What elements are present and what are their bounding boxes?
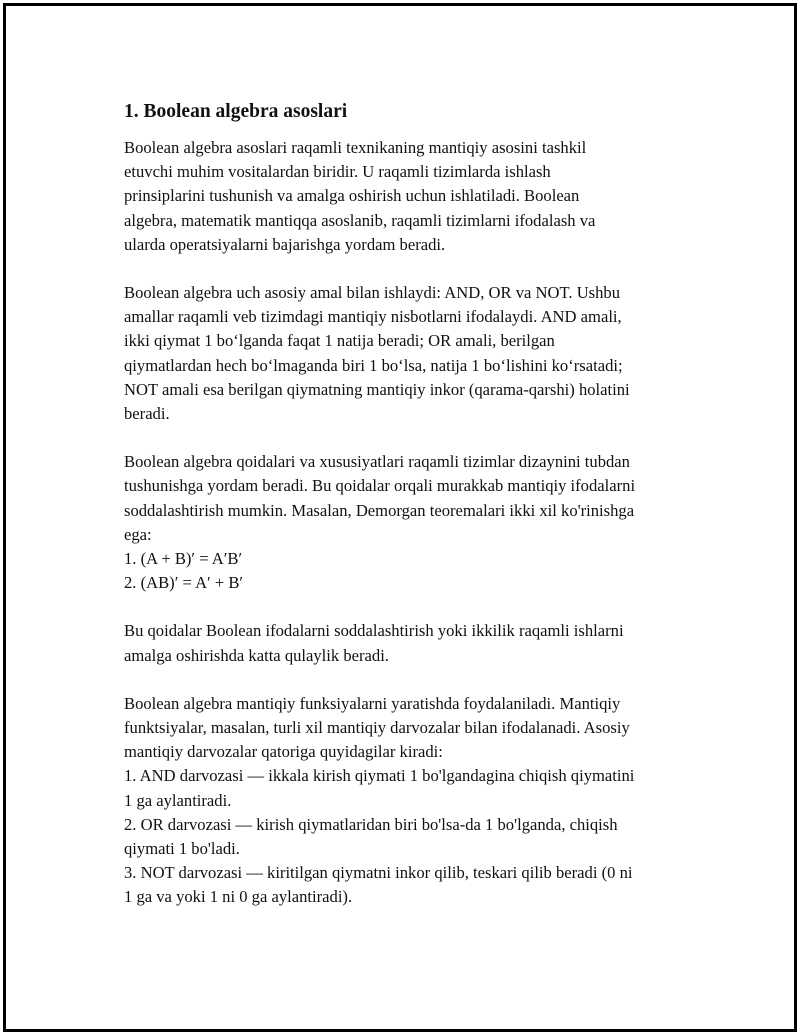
document-body [124,100,704,934]
list-item-line: 3. NOT darvozasi — kiritilgan qiymatni inkor qilib, teskari qilib beradi (0 ni [124,863,633,883]
text-line: Boolean algebra mantiqiy funksiyalarni yaratishda foydalaniladi. Mantiqiy [124,693,621,713]
text-line: ega: [124,524,152,544]
text-line: beradi. [124,404,170,424]
page-frame [3,3,797,1032]
text-line: NOT amali esa berilgan qiymatning mantiqiy inkor (qarama-qarshi) holatini [124,379,630,399]
text-line: prinsiplarini tushunish va amalga oshirish uchun ishlatiladi. Boolean [124,186,580,206]
list-item-line: 1 ga aylantiradi. [124,790,232,810]
paragraph-simplification [124,619,704,667]
list-item-line: qiymati 1 bo'ladi. [124,839,240,859]
paragraph-intro [124,136,704,257]
text-line: amalga oshirishda katta qulaylik beradi. [124,645,389,665]
formula-line: 2. (AB)′ = A′ + B′ [124,573,244,593]
text-line: mantiqiy darvozalar qatoriga quyidagilar kiradi: [124,742,443,762]
text-line: ularda operatsiyalarni bajarishga yordam beradi. [124,234,446,254]
text-line: funktsiyalar, masalan, turli xil mantiqiy darvozalar bilan ifodalanadi. Asosiy [124,718,630,738]
paragraph-gates [124,692,704,910]
text-line: Boolean algebra qoidalari va xususiyatlari raqamli tizimlar dizaynini tubdan [124,452,630,472]
text-line: ikki qiymat 1 bo‘lganda faqat 1 natija beradi; OR amali, berilgan [124,331,555,351]
text-line: algebra, matematik mantiqqa asoslanib, raqamli tizimlarni ifodalash va [124,210,596,230]
list-item-line: 1 ga va yoki 1 ni 0 ga aylantiradi). [124,887,353,907]
list-item-line: 2. OR darvozasi — kirish qiymatlaridan biri bo'lsa-da 1 bo'lganda, chiqish [124,814,618,834]
text-line: Boolean algebra asoslari raqamli texnikaning mantiqiy asosini tashkil [124,138,587,157]
text-line: qiymatlardan hech bo‘lmaganda biri 1 bo‘lsa, natija 1 bo‘lishini ko‘rsatadi; [124,355,623,375]
text-line: Boolean algebra uch asosiy amal bilan ishlaydi: AND, OR va NOT. Ushbu [124,283,621,303]
paragraph-operations [124,281,704,426]
text-line: soddalashtirish mumkin. Masalan, Demorgan teoremalari ikki xil ko'rinishga [124,500,635,520]
formula-line: 1. (A + B)′ = A′B′ [124,549,243,569]
paragraph-rules [124,450,704,595]
text-line: tushunishga yordam beradi. Bu qoidalar orqali murakkab mantiqiy ifodalarni [124,476,636,496]
list-item-line: 1. AND darvozasi — ikkala kirish qiymati 1 bo'lgandagina chiqish qiymatini [124,766,635,786]
text-line: amallar raqamli veb tizimdagi mantiqiy nisbotlarni ifodalaydi. AND amali, [124,307,622,327]
page-title: 1. Boolean algebra asoslari [124,101,348,122]
text-line: etuvchi muhim vositalardan biridir. U raqamli tizimlarda ishlash [124,162,551,182]
text-line: Bu qoidalar Boolean ifodalarni soddalashtirish yoki ikkilik raqamli ishlarni [124,621,624,641]
